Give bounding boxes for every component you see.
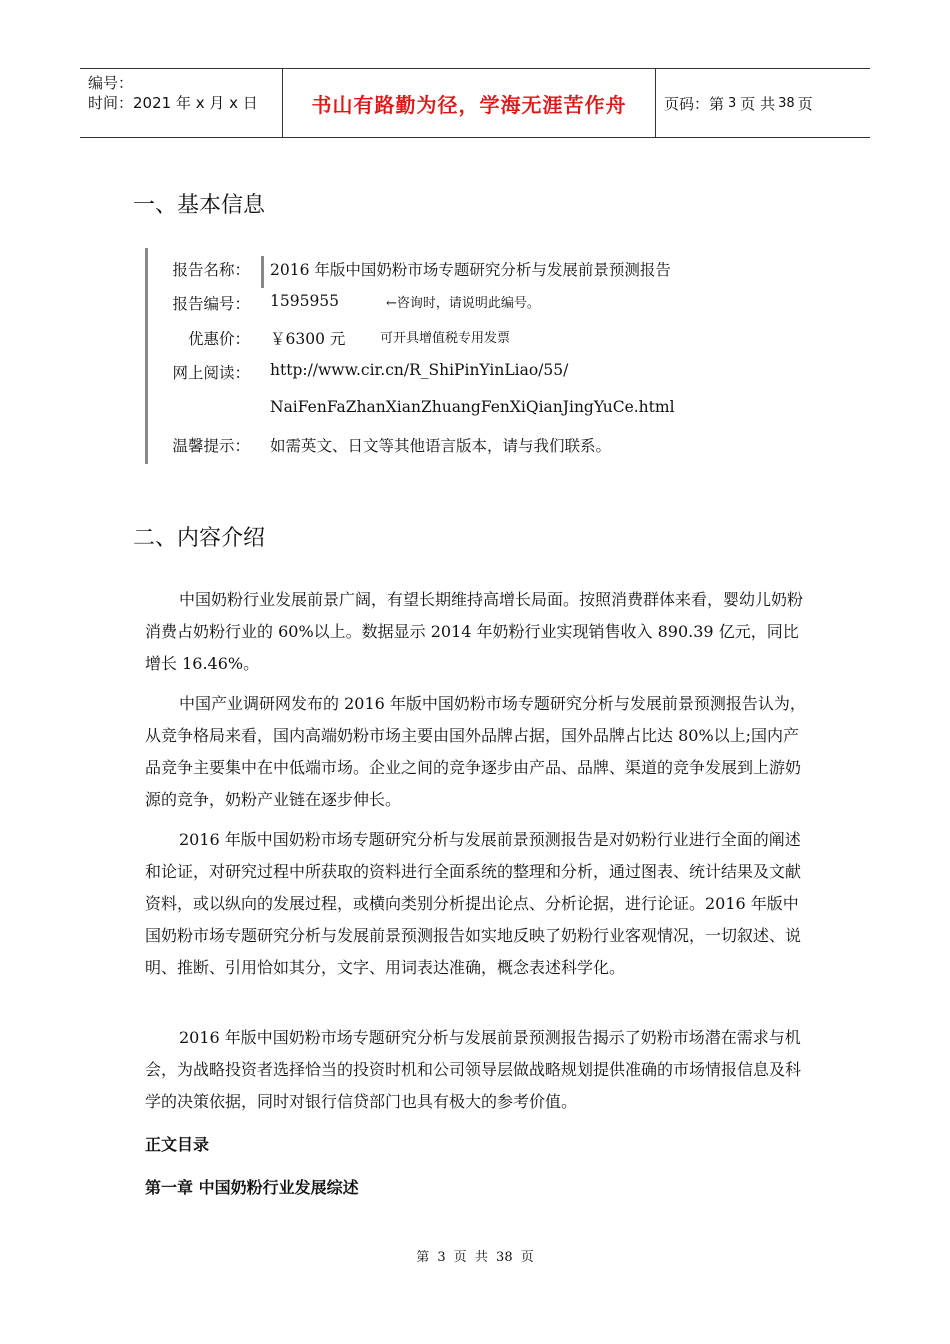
title-divider xyxy=(261,256,264,288)
info-label: 网上阅读： xyxy=(172,364,250,382)
page-total: 38 xyxy=(778,95,795,111)
page-footer: 第 3 页 共 38 页 xyxy=(416,1250,534,1265)
online-url-line2[interactable]: NaiFenFaZhanXianZhuangFenXiQianJingYuCe.html xyxy=(270,398,675,416)
header-motto: 书山有路勤为径，学海无涯苦作舟 xyxy=(282,69,656,137)
online-url-line1[interactable]: http://www.cir.cn/R_ShiPinYinLiao/55/ xyxy=(270,361,569,379)
info-value: 如需英文、日文等其他语言版本，请与我们联系。 xyxy=(270,437,612,455)
page-end: 页 xyxy=(797,94,813,113)
info-value: ￥6300 元 xyxy=(270,330,346,348)
page-label: 页码：第 xyxy=(664,94,725,113)
intro-paragraph-4: 2016 年版中国奶粉市场专题研究分析与发展前景预测报告揭示了奶粉市场潜在需求与机会，为战略投资者选择恰当的投资时机和公司领导层做战略规划提供准确的市场情报信息及科学的决策依据，同时对银行信贷部门也具有极大的参考价值。 xyxy=(145,1028,802,1111)
intro-paragraph-2: 中国产业调研网发布的 2016 年版中国奶粉市场专题研究分析与发展前景预测报告认为，从竞争格局来看，国内高端奶粉市场主要由国外品牌占据，国外品牌占比达 80%以上;国内产品竞争主要集中在中低端市场。企业之间的竞争逐步由产品、品牌、渠道的竞争发展到上游奶源的竞争，奶粉产业链在逐步伸长。 xyxy=(145,694,806,809)
toc-title: 正文目录 xyxy=(145,1135,210,1154)
header-page-info xyxy=(656,69,870,137)
chapter-1-heading: 第一章 中国奶粉行业发展综述 xyxy=(145,1178,359,1197)
info-note: 可开具增值税专用发票 xyxy=(380,331,511,346)
page-mid: 页 共 xyxy=(740,94,776,113)
info-label: 温馨提示： xyxy=(172,437,250,455)
info-label: 优惠价： xyxy=(187,330,250,348)
section-title-basic-info: 一、基本信息 xyxy=(133,193,266,218)
section-title-content-intro: 二、内容介绍 xyxy=(133,526,266,551)
info-note: ←咨询时，请说明此编号。 xyxy=(386,296,540,311)
info-value: 1595955 xyxy=(270,292,340,310)
page-number: 3 xyxy=(728,95,737,111)
info-label: 报告名称： xyxy=(172,261,250,279)
basic-info-block xyxy=(145,248,768,464)
info-label: 报告编号： xyxy=(172,295,250,313)
page-header xyxy=(80,68,870,138)
code-label: 编号： xyxy=(88,74,134,92)
header-meta xyxy=(80,69,282,137)
intro-paragraph-3: 2016 年版中国奶粉市场专题研究分析与发展前景预测报告是对奶粉行业进行全面的阐述和论证，对研究过程中所获取的资料进行全面系统的整理和分析，通过图表、统计结果及文献资料，或以纵向的发展过程，或横向类别分析提出论点、分析论据，进行论证。2016 年版中国奶粉市场专题研究分析与发展前景预测报告如实地反映了奶粉行业客观情况，一切叙述、说明、推断、引用恰如其分，文字、用词表达准确，概念表述科学化。 xyxy=(145,830,802,977)
time-label: 时间：2021 年 x 月 x 日 xyxy=(88,94,258,112)
intro-paragraph-1: 中国奶粉行业发展前景广阔，有望长期维持高增长局面。按照消费群体来看，婴幼儿奶粉消费占奶粉行业的 60%以上。数据显示 2014 年奶粉行业实现销售收入 890.39 亿元，同比增长 16.46%。 xyxy=(145,590,804,673)
info-value: 2016 年版中国奶粉市场专题研究分析与发展前景预测报告 xyxy=(270,261,671,279)
